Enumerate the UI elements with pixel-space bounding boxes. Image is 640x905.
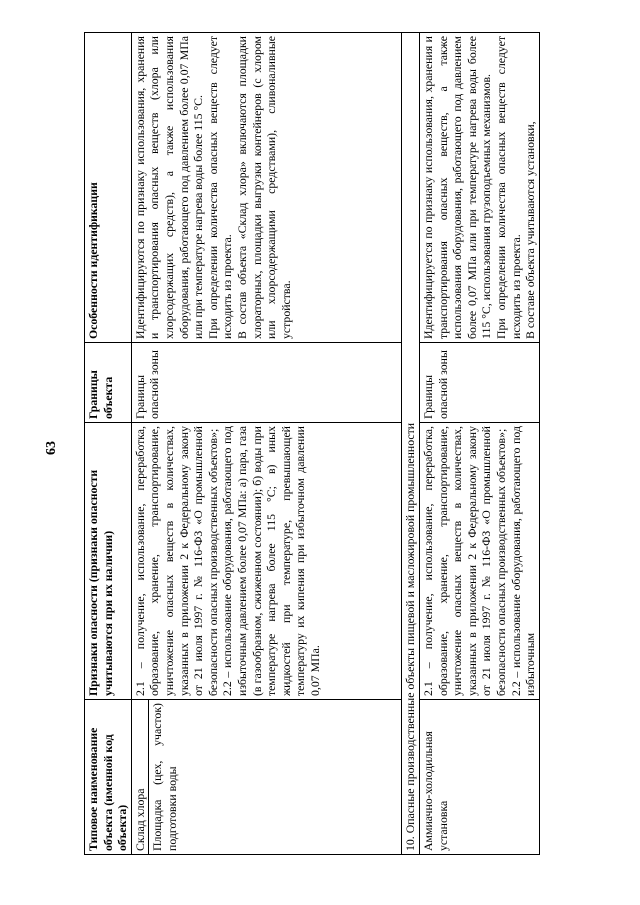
hazard-sign-2-2: 2.2 – использование оборудования, работающего под избыточным [508, 426, 538, 696]
hazard-sign-2-1: 2.1 – получение, использование, переработка, образование, хранение, транспортирование, уничтожение опасных веществ в количествах, указанных в приложении 2 к Федеральному закону от 21 июля 1997 г. № 116-ФЗ «О промышленной безопасности опасных производственных объектов»; [132, 426, 220, 696]
feature-paragraph: Идентифицируется по признаку использования, хранения и транспортирования опасных веществ, а также использования оборудования, работающего под давлением более 0,07 МПа или при температуре нагрева воды более 115 °С, использования грузоподъемных механизмов. [420, 36, 494, 339]
header-object-boundary: Границы объекта [85, 343, 132, 423]
cell-boundary: Границы опасной зоны [131, 343, 402, 423]
table-row-chlorine-warehouse [131, 33, 149, 855]
cell-features [131, 33, 402, 343]
feature-paragraph: При определении количества опасных веществ следует исходить из проекта. [493, 36, 523, 339]
table-row-ammonia-refrigeration [419, 33, 539, 855]
page-number: 63 [44, 441, 59, 455]
feature-paragraph: В составе объекта учитываются установки, [523, 121, 538, 339]
cell-hazard-signs [419, 423, 539, 700]
cell-object-name: Аммиачно-холодильная установка [419, 700, 539, 855]
section-header-row [402, 33, 420, 855]
header-identification-features: Особенности идентификации [85, 33, 132, 343]
feature-paragraph: В состав объекта «Склад хлора» включаются площадки хлораторных, площадки выгрузки контейнеров (с хлором или хлорсодержащими средствами), сливоналивные устройства. [234, 36, 293, 339]
identification-table [84, 32, 540, 855]
header-object-name: Типовое наименование объекта (именной код объекта) [85, 700, 132, 855]
header-hazard-signs: Признаки опасности (признаки опасности учитываются при их наличии) [85, 423, 132, 700]
feature-paragraph: Идентифицируются по признаку использования, хранения и транспортирования опасных веществ (хлора или хлорсодержащих средств), а также использования оборудования, работающего под давлением более 0,07 МПа или при температуре нагрева воды более 115 °С. [132, 36, 206, 339]
cell-boundary: Границы опасной зоны [419, 343, 539, 423]
cell-object-name: Склад хлора [131, 700, 149, 855]
cell-features [419, 33, 539, 343]
hazard-sign-2-1: 2.1 – получение, использование, переработка, образование, хранение, транспортирование, уничтожение опасных веществ в количествах, указанных в приложении 2 к Федеральному закону от 21 июля 1997 г. № 116-ФЗ «О промышленной безопасности опасных производственных объектов»; [420, 426, 508, 696]
table-header-row [85, 33, 132, 855]
feature-paragraph: При определении количества опасных веществ следует исходить из проекта. [205, 36, 235, 339]
hazard-sign-2-2: 2.2 – использование оборудования, работающего под избыточным давлением более 0,07 МПа: а) пара, газа (в газообразном, сжиженном состоянии); б) воды при температуре нагрева более 115 °С; в) иных жидкостей при температуре, превышающей температуру их кипения при избыточном давлении 0,07 МПа. [220, 426, 322, 696]
rotated-table-sheet [84, 33, 601, 855]
cell-object-name: Площадка (цех, участок) подготовки воды [149, 700, 402, 855]
section-title: 10. Опасные производственные объекты пищевой и масложировой промышленности [402, 33, 420, 855]
cell-hazard-signs [131, 423, 402, 700]
